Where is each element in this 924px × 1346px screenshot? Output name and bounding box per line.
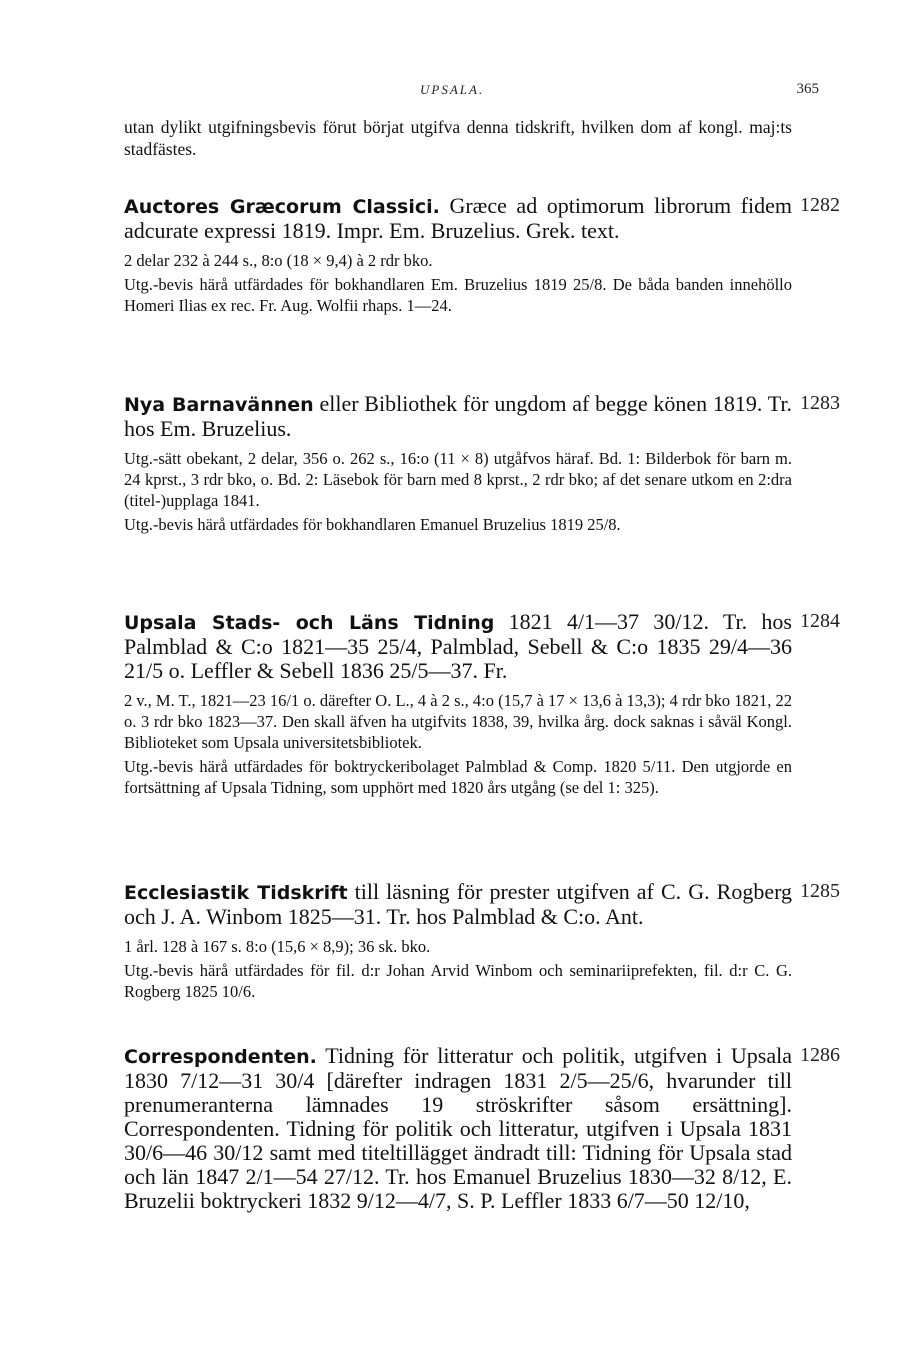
entry-number: 1283 [800, 392, 840, 414]
entry-note: 2 v., M. T., 1821—23 16/1 o. därefter O. L., 4 à 2 s., 4:o (15,7 à 17 × 13,6 à 13,3); 4 rdr bko 1821, 22 o. 3 rdr bko 1823—37. Den skall äfven ha utgifvits 1838, 39, hvilka årg. dock saknas i såväl Kongl. Biblioteket som Upsala universitetsbibliotek. [124, 691, 792, 752]
entry-number: 1285 [800, 880, 840, 902]
entry-number: 1286 [800, 1044, 840, 1066]
entry-heading-text: Græce ad optimorum librorum fidem adcurate expressi 1819. Impr. Em. Bruzelius. Grek. text. [124, 193, 792, 243]
entry-heading-text: Tidning för litteratur och politik, utgifven i Upsala 1830 7/12—31 30/4 [därefter indragen 1831 2/5—25/6, hvarunder till prenumeranterna lämnades 19 ströskrifter såsom ersättning]. Correspondenten. Tidning för politik och litteratur, utgifven i Upsala 1831 30/6—46 30/12 samt med titeltillägget ändradt till: Tidning för Upsala stad och län 1847 2/1—54 27/12. Tr. hos Emanuel Bruzelius 1830—32 8/12, E. Bruzelii boktryckeri 1832 9/12—4/7, S. P. Leffler 1833 6/7—50 12/10, [124, 1043, 792, 1213]
entry-1286 [124, 1044, 792, 1220]
entry-note: Utg.-bevis härå utfärdades för boktryckeribolaget Palmblad & Comp. 1820 5/11. Den utgjorde en fortsättning af Upsala Tidning, som upphört med 1820 års utgång (se del 1: 325). [124, 757, 792, 797]
entry-note: 1 årl. 128 à 167 s. 8:o (15,6 × 8,9); 36 sk. bko. [124, 937, 431, 956]
entry-number: 1284 [800, 610, 840, 632]
entry-heading [124, 392, 792, 441]
entry-title: Correspondenten. [124, 1046, 317, 1068]
entry-heading [124, 610, 792, 683]
intro-paragraph: utan dylikt utgifningsbevis förut börjat utgifva denna tidskrift, hvilken dom af kongl. maj:ts stadfästes. [124, 117, 792, 159]
entry-1284 [124, 610, 792, 801]
entry-note: Utg.-bevis härå utfärdades för bokhandlaren Em. Bruzelius 1819 25/8. De båda banden innehöllo Homeri Ilias ex rec. Fr. Aug. Wolfii rhaps. 1—24. [124, 275, 792, 315]
entry-title: Nya Barnavännen [124, 394, 314, 416]
running-header: UPSALA. [420, 82, 485, 97]
entry-heading-text: eller Bibliothek för ungdom af begge könen 1819. Tr. hos Em. Bruzelius. [124, 391, 793, 441]
entry-note: Utg.-sätt obekant, 2 delar, 356 o. 262 s., 16:o (11 × 8) utgåfvos häraf. Bd. 1: Bilderbok för barn m. 24 kprst., 3 rdr bko, o. Bd. 2: Läsebok för barn med 8 kprst., 2 rdr bko; af det senare utkom en 2:dra (titel-)upplaga 1841. [124, 449, 792, 510]
entry-heading [124, 880, 792, 929]
entry-title: Ecclesiastik Tidskrift [124, 882, 348, 904]
entry-heading [124, 1044, 792, 1213]
entry-note: Utg.-bevis härå utfärdades för bokhandlaren Emanuel Bruzelius 1819 25/8. [124, 515, 621, 534]
entry-1283 [124, 392, 792, 538]
entry-1282 [124, 194, 792, 319]
page-number: 365 [796, 81, 819, 97]
entry-note: 2 delar 232 à 244 s., 8:o (18 × 9,4) à 2 rdr bko. [124, 251, 433, 270]
entry-heading [124, 194, 792, 243]
entry-note: Utg.-bevis härå utfärdades för fil. d:r Johan Arvid Winbom och seminariiprefekten, fil. d:r C. G. Rogberg 1825 10/6. [124, 961, 792, 1001]
entry-heading-text: 1821 4/1—37 30/12. Tr. hos Palmblad & C:o 1821—35 25/4, Palmblad, Sebell & C:o 1835 29/4—36 21/5 o. Leffler & Sebell 1836 25/5—37. Fr. [124, 609, 792, 683]
entry-number: 1282 [800, 194, 840, 216]
entry-1285 [124, 880, 792, 1005]
entry-heading-text: till läsning för prester utgifven af C. G. Rogberg och J. A. Winbom 1825—31. Tr. hos Palmblad & C:o. Ant. [124, 879, 793, 929]
entry-title: Auctores Græcorum Classici. [124, 196, 440, 218]
entry-title: Upsala Stads- och Läns Tidning [124, 612, 495, 634]
